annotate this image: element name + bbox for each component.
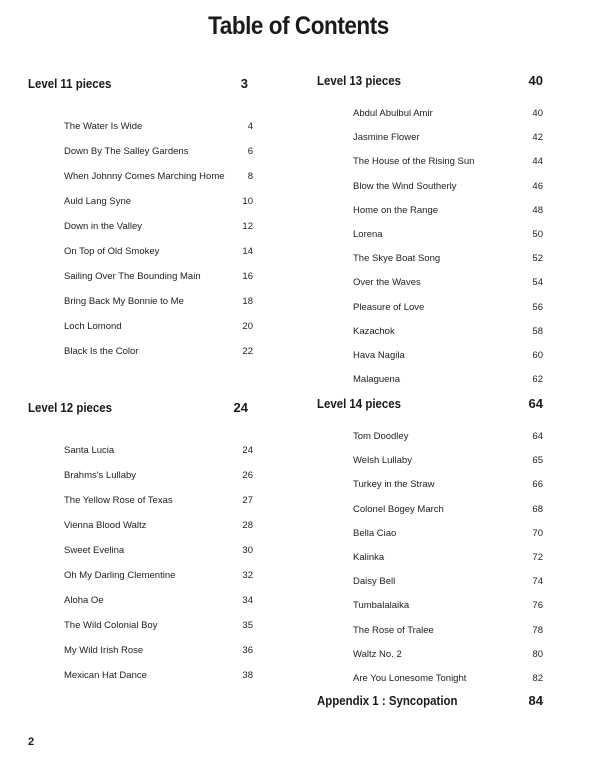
toc-entry-page: 52: [532, 253, 543, 265]
toc-entry-page: 18: [242, 296, 253, 307]
toc-entry-page: 4: [247, 121, 253, 132]
toc-entry-page: 20: [242, 321, 253, 332]
toc-entry-title[interactable]: The Yellow Rose of Texas: [64, 495, 173, 506]
toc-entry-title[interactable]: Sailing Over The Bounding Main: [64, 271, 201, 282]
toc-entry-title[interactable]: Down By The Salley Gardens: [64, 146, 189, 157]
toc-entry-title[interactable]: Tom Doodley: [353, 431, 409, 442]
toc-entry-page: 58: [532, 325, 543, 337]
section-heading: Level 13 pieces: [317, 73, 401, 88]
toc-entry-page: 35: [242, 620, 253, 631]
toc-entry-page: 64: [532, 431, 543, 442]
toc-entry-title[interactable]: Colonel Bogey March: [353, 503, 444, 515]
toc-entry-page: 38: [242, 670, 253, 681]
toc-entry-title[interactable]: Malaguena: [353, 374, 401, 386]
toc-entry-page: 24: [242, 445, 253, 456]
toc-entry-page: 70: [532, 527, 543, 539]
toc-entry-title[interactable]: Abdul Abulbul Amir: [353, 108, 433, 119]
toc-entry-title[interactable]: Aloha Oe: [64, 595, 104, 606]
toc-entry-title[interactable]: Pleasure of Love: [353, 301, 425, 313]
section-page-number: 24: [233, 400, 248, 415]
toc-entry-page: 34: [242, 595, 253, 606]
toc-entry-title[interactable]: Blow the Wind Southerly: [353, 180, 457, 192]
toc-entry-page: 48: [532, 204, 543, 216]
toc-entry-title[interactable]: Turkey in the Straw: [353, 479, 435, 491]
toc-entry-title[interactable]: The Rose of Tralee: [353, 624, 434, 636]
toc-entry-page: 46: [532, 180, 543, 192]
toc-entry-page: 65: [532, 455, 543, 467]
toc-entry-page: 12: [242, 221, 253, 232]
toc-entry-page: 44: [532, 156, 543, 168]
toc-entry-title[interactable]: Oh My Darling Clementine: [64, 570, 176, 581]
toc-entry-page: 80: [532, 648, 543, 660]
toc-entry-title[interactable]: The Skye Boat Song: [353, 253, 441, 265]
toc-entry-page: 72: [532, 552, 543, 563]
toc-entry-title[interactable]: Daisy Bell: [353, 576, 396, 588]
toc-entry-page: 14: [242, 246, 253, 257]
toc-entry-title[interactable]: The Water Is Wide: [64, 121, 143, 132]
toc-entry-page: 42: [532, 132, 543, 144]
toc-entry-page: 56: [532, 301, 543, 313]
toc-entry-title[interactable]: Bella Ciao: [353, 527, 397, 539]
toc-entry-page: 40: [532, 108, 543, 119]
toc-entry-page: 54: [532, 277, 543, 289]
toc-entry-title[interactable]: Santa Lucia: [64, 445, 115, 456]
toc-entry-page: 8: [247, 171, 253, 182]
toc-entry-page: 76: [532, 600, 543, 612]
toc-entry-title[interactable]: Black Is the Color: [64, 346, 139, 357]
page-number: 2: [28, 736, 35, 748]
toc-entry-title[interactable]: Bring Back My Bonnie to Me: [64, 296, 184, 307]
toc-entry-title[interactable]: Down in the Valley: [64, 221, 142, 232]
toc-entry-title[interactable]: When Johnny Comes Marching Home: [64, 171, 225, 182]
section-page-number: 84: [528, 693, 543, 708]
toc-entry-page: 36: [242, 645, 253, 656]
toc-entry-page: 10: [242, 196, 253, 207]
toc-entry-page: 68: [532, 503, 543, 515]
toc-entry-title[interactable]: Welsh Lullaby: [353, 455, 412, 467]
toc-entry-title[interactable]: Auld Lang Syne: [64, 196, 132, 207]
section-page-number: 3: [240, 76, 248, 91]
toc-entry-page: 66: [532, 479, 543, 491]
toc-entry-page: 32: [242, 570, 253, 581]
toc-entry-title[interactable]: Jasmine Flower: [353, 132, 420, 144]
toc-entry-page: 62: [532, 374, 543, 386]
toc-entry-page: 27: [242, 495, 253, 506]
toc-entry-title[interactable]: Brahms's Lullaby: [64, 470, 137, 481]
toc-entry-page: 30: [242, 545, 253, 556]
toc-entry-page: 22: [242, 346, 253, 357]
toc-entry-title[interactable]: Hava Nagila: [353, 350, 405, 361]
toc-entry-title[interactable]: The Wild Colonial Boy: [64, 620, 158, 631]
section-heading: Level 12 pieces: [28, 400, 112, 415]
toc-entry-page: 78: [532, 624, 543, 636]
toc-entry-title[interactable]: Mexican Hat Dance: [64, 670, 147, 681]
toc-entry-title[interactable]: Loch Lomond: [64, 321, 122, 332]
section-heading: Level 14 pieces: [317, 396, 401, 411]
toc-entry-title[interactable]: Kalinka: [353, 552, 385, 563]
toc-entry-page: 16: [242, 271, 253, 282]
toc-entry-page: 50: [532, 229, 543, 240]
toc-entry-title[interactable]: Vienna Blood Waltz: [64, 520, 147, 531]
toc-entry-title[interactable]: My Wild Irish Rose: [64, 645, 144, 656]
toc-entry-title[interactable]: Lorena: [353, 229, 383, 240]
toc-entry-page: 82: [532, 673, 543, 684]
toc-entry-title[interactable]: Sweet Evelina: [64, 545, 125, 556]
toc-entry-page: 74: [532, 576, 543, 588]
toc-entry-page: 60: [532, 350, 543, 361]
section-page-number: 64: [528, 396, 543, 411]
toc-entry-title[interactable]: On Top of Old Smokey: [64, 246, 160, 257]
page-title: Table of Contents: [208, 12, 389, 40]
section-heading: Appendix 1 : Syncopation: [317, 693, 458, 708]
section-page-number: 40: [528, 73, 543, 88]
toc-entry-title[interactable]: Are You Lonesome Tonight: [353, 673, 467, 684]
toc-entry-title[interactable]: Tumbalalaika: [353, 600, 410, 612]
section-heading: Level 11 pieces: [28, 76, 112, 91]
toc-entry-title[interactable]: Waltz No. 2: [353, 648, 402, 660]
toc-entry-title[interactable]: Over the Waves: [353, 277, 421, 289]
toc-entry-title[interactable]: Kazachok: [353, 325, 395, 337]
toc-entry-page: 26: [242, 470, 253, 481]
toc-entry-title[interactable]: Home on the Range: [353, 204, 439, 216]
toc-entry-page: 6: [247, 146, 253, 157]
toc-entry-title[interactable]: The House of the Rising Sun: [353, 156, 475, 168]
toc-entry-page: 28: [242, 520, 253, 531]
